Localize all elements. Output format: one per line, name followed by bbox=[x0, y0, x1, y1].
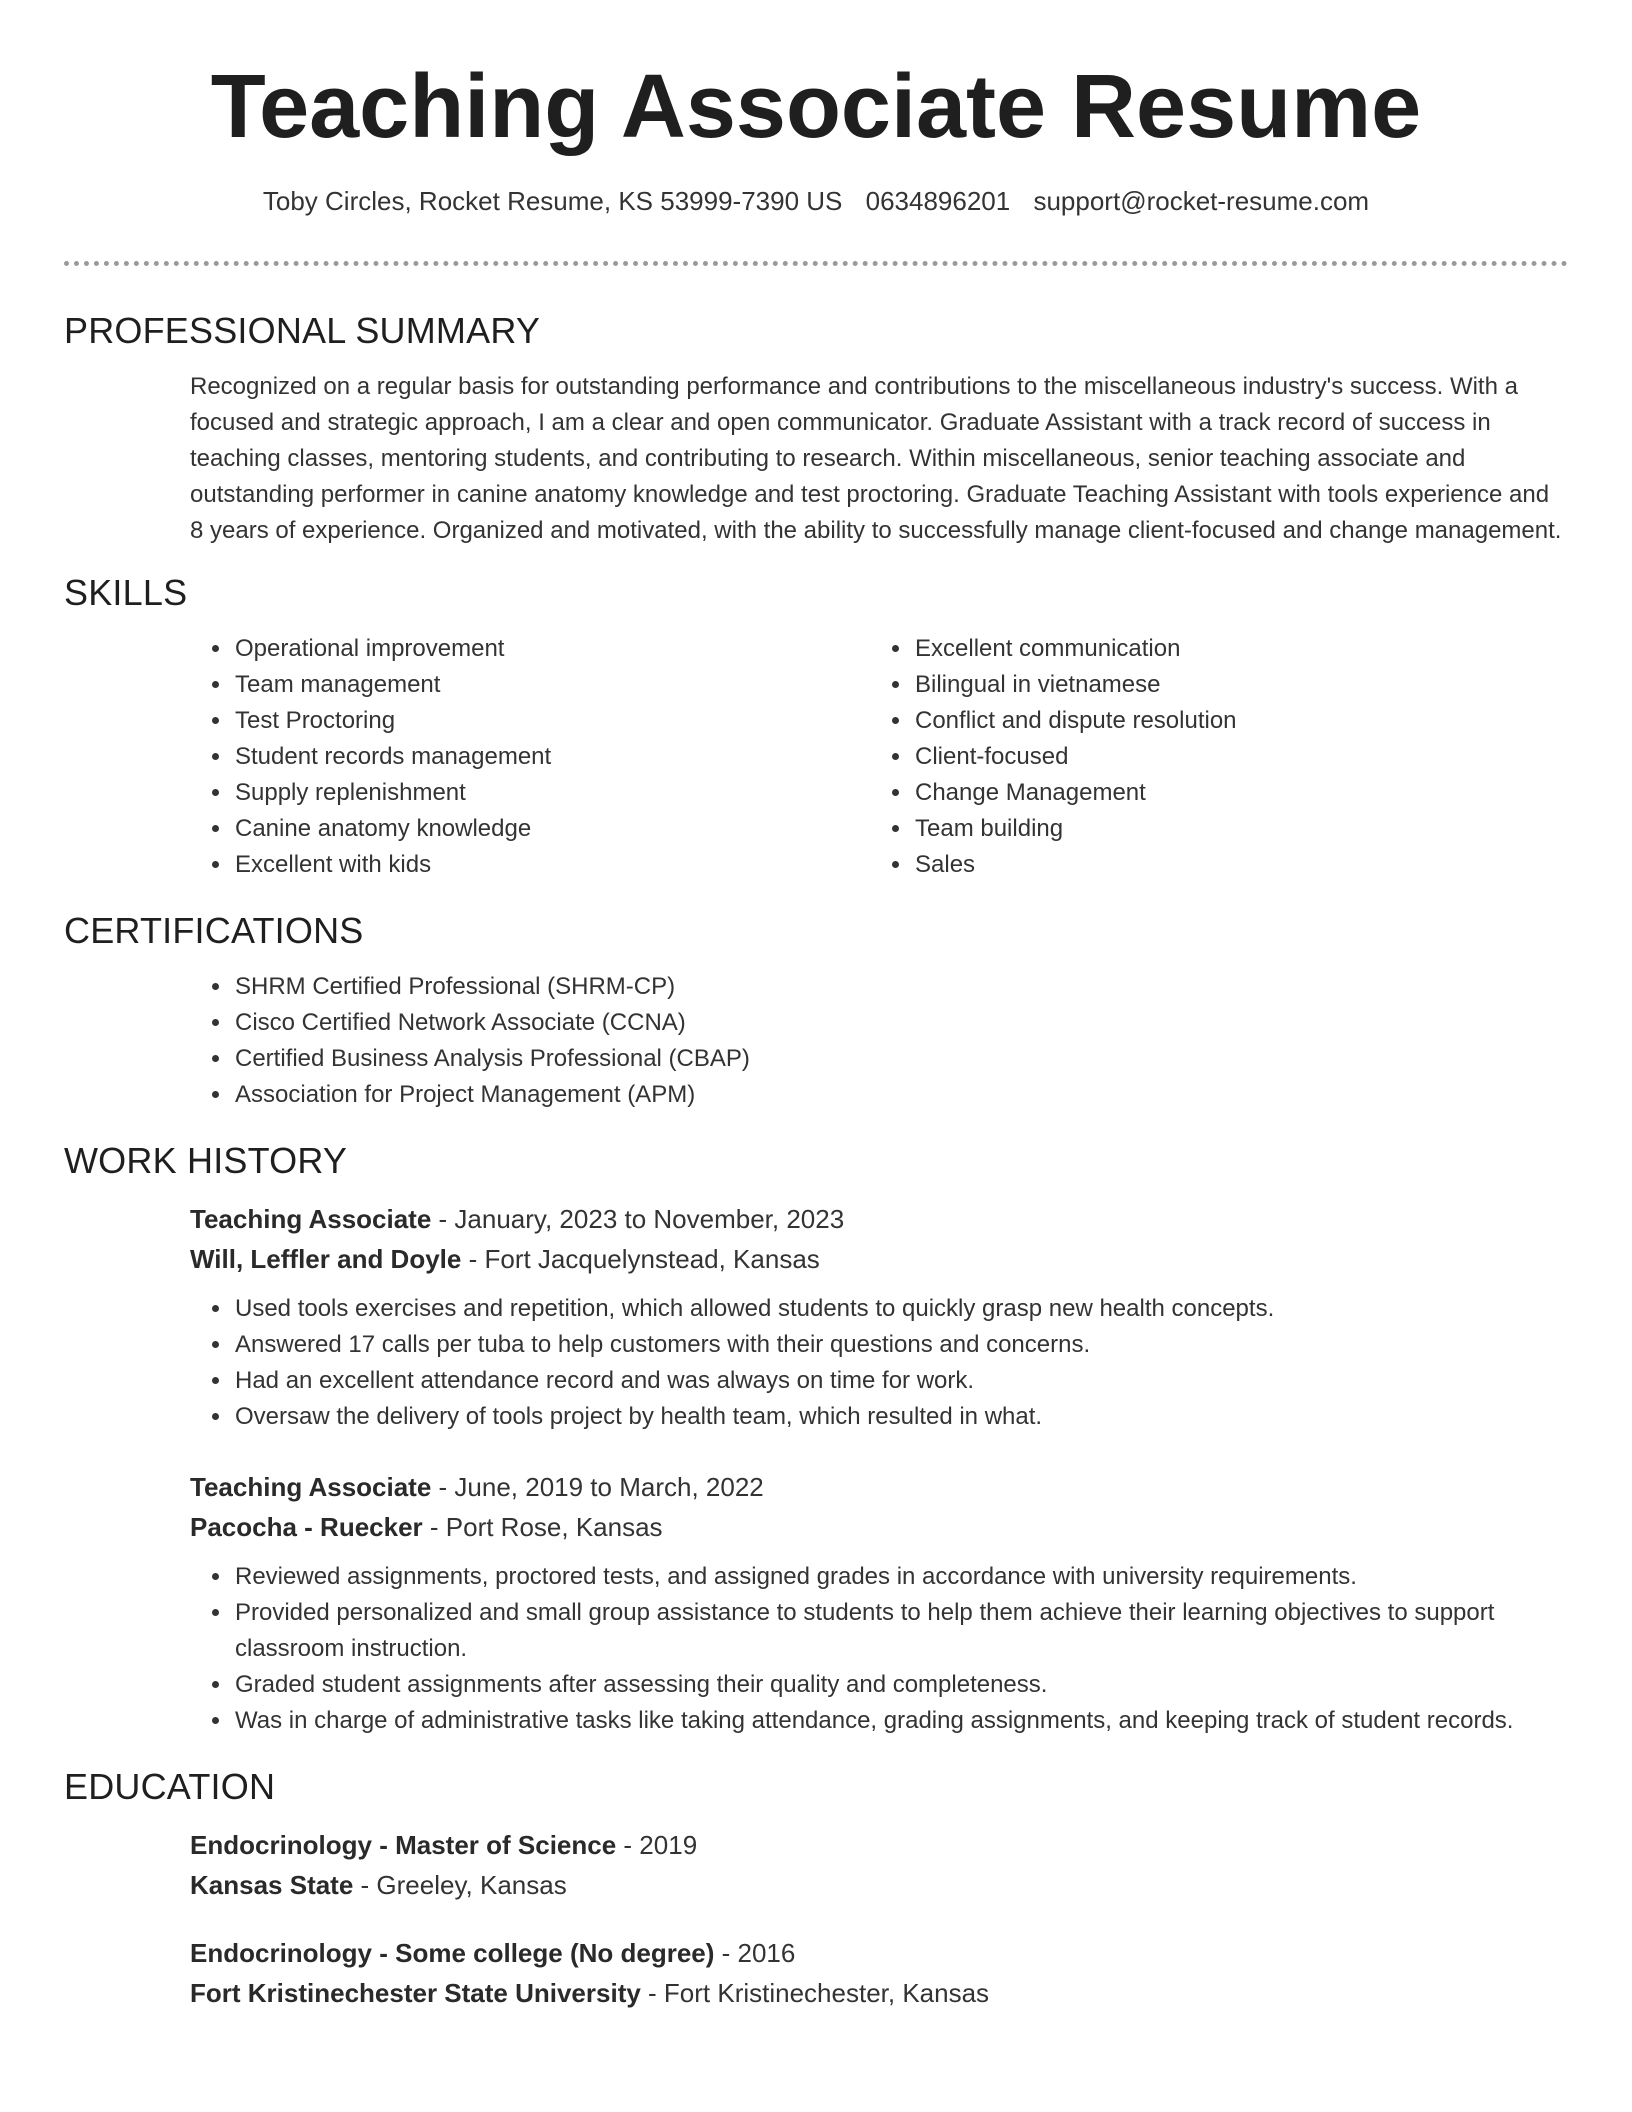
job-location: - Port Rose, Kansas bbox=[422, 1512, 663, 1542]
education-school-line bbox=[190, 1973, 1568, 2013]
skills-section bbox=[64, 571, 1568, 883]
skills-grid bbox=[190, 631, 1568, 883]
education-entry bbox=[190, 1825, 1568, 1905]
summary-body bbox=[190, 369, 1568, 549]
work-body bbox=[190, 1199, 1568, 1739]
certifications-section bbox=[64, 909, 1568, 1113]
job-role: Teaching Associate bbox=[190, 1204, 432, 1234]
summary-text: Recognized on a regular basis for outstanding performance and contributions to the miscellaneous industry's success. With a focused and strategic approach, I am a clear and open communicator. Graduate Assistant with a track record of success in teaching classes, mentoring students, and contributing to research. Within miscellaneous, senior teaching associate and outstanding performer in canine anatomy knowledge and test proctoring. Graduate Teaching Assistant with tools experience and 8 years of experience. Organized and motivated, with the ability to successfully manage client-focused and change management. bbox=[190, 373, 1562, 544]
skills-column-right bbox=[870, 631, 1550, 883]
job-duty: • Oversaw the delivery of tools project by health team, which resulted in what. bbox=[233, 1399, 1568, 1435]
education-location: - Fort Kristinechester, Kansas bbox=[640, 1978, 990, 2008]
job-duties-list bbox=[190, 1291, 1568, 1435]
skill-item: • Sales bbox=[913, 847, 1550, 883]
skill-item: • Change Management bbox=[913, 775, 1550, 811]
skills-list bbox=[870, 631, 1550, 883]
contact-email: support@rocket-resume.com bbox=[1033, 186, 1370, 216]
job-entry bbox=[190, 1467, 1568, 1739]
skill-item: • Operational improvement bbox=[233, 631, 870, 667]
certification-item: • Cisco Certified Network Associate (CCNA) bbox=[233, 1005, 1568, 1041]
job-duty: • Graded student assignments after assessing their quality and completeness. bbox=[233, 1667, 1568, 1703]
job-title-line bbox=[190, 1199, 1568, 1239]
skill-item: • Client-focused bbox=[913, 739, 1550, 775]
job-role: Teaching Associate bbox=[190, 1472, 432, 1502]
skills-list bbox=[190, 631, 870, 883]
job-company: Pacocha - Ruecker bbox=[190, 1512, 423, 1542]
certifications-body bbox=[190, 969, 1568, 1113]
education-location: - Greeley, Kansas bbox=[353, 1870, 567, 1900]
education-school: Fort Kristinechester State University bbox=[190, 1978, 641, 2008]
skill-item: • Excellent with kids bbox=[233, 847, 870, 883]
contact-line bbox=[64, 184, 1568, 218]
skill-item: • Bilingual in vietnamese bbox=[913, 667, 1550, 703]
skill-item: • Test Proctoring bbox=[233, 703, 870, 739]
resume-header bbox=[64, 0, 1568, 218]
job-duty: • Provided personalized and small group assistance to students to help them achieve their learning objectives to support classroom instruction. bbox=[233, 1595, 1568, 1667]
summary-section bbox=[64, 309, 1568, 549]
skill-item: • Student records management bbox=[233, 739, 870, 775]
job-duty: • Answered 17 calls per tuba to help customers with their questions and concerns. bbox=[233, 1327, 1568, 1363]
skill-item: • Supply replenishment bbox=[233, 775, 870, 811]
section-title: CERTIFICATIONS bbox=[64, 910, 364, 951]
education-degree: Endocrinology - Some college (No degree) bbox=[190, 1938, 715, 1968]
job-entry bbox=[190, 1199, 1568, 1435]
job-duty: • Reviewed assignments, proctored tests, and assigned grades in accordance with university requirements. bbox=[233, 1559, 1568, 1595]
education-degree-line bbox=[190, 1825, 1568, 1865]
job-company-line bbox=[190, 1507, 1568, 1547]
education-body bbox=[190, 1825, 1568, 2013]
section-title: SKILLS bbox=[64, 572, 188, 613]
skills-column-left bbox=[190, 631, 870, 883]
section-title: EDUCATION bbox=[64, 1766, 276, 1807]
job-duty: • Was in charge of administrative tasks like taking attendance, grading assignments, and keeping track of student records. bbox=[233, 1703, 1568, 1739]
education-entry bbox=[190, 1933, 1568, 2013]
certification-item: • SHRM Certified Professional (SHRM-CP) bbox=[233, 969, 1568, 1005]
education-school: Kansas State bbox=[190, 1870, 354, 1900]
education-degree: Endocrinology - Master of Science bbox=[190, 1830, 617, 1860]
contact-phone: 0634896201 bbox=[865, 186, 1011, 216]
header-divider bbox=[64, 261, 1568, 266]
job-duties-list bbox=[190, 1559, 1568, 1739]
job-title-line bbox=[190, 1467, 1568, 1507]
certifications-list bbox=[190, 969, 1568, 1113]
education-year: - 2016 bbox=[714, 1938, 796, 1968]
contact-address: Toby Circles, Rocket Resume, KS 53999-7390 US bbox=[262, 186, 843, 216]
skill-item: • Conflict and dispute resolution bbox=[913, 703, 1550, 739]
skill-item: • Canine anatomy knowledge bbox=[233, 811, 870, 847]
job-company-line bbox=[190, 1239, 1568, 1279]
education-degree-line bbox=[190, 1933, 1568, 1973]
education-year: - 2019 bbox=[616, 1830, 698, 1860]
certification-item: • Association for Project Management (APM) bbox=[233, 1077, 1568, 1113]
certification-item: • Certified Business Analysis Professional (CBAP) bbox=[233, 1041, 1568, 1077]
section-title: WORK HISTORY bbox=[64, 1140, 348, 1181]
work-section bbox=[64, 1139, 1568, 1739]
education-section bbox=[64, 1765, 1568, 2013]
skill-item: • Excellent communication bbox=[913, 631, 1550, 667]
job-dates: - January, 2023 to November, 2023 bbox=[431, 1204, 845, 1234]
job-company: Will, Leffler and Doyle bbox=[190, 1244, 462, 1274]
skill-item: • Team building bbox=[913, 811, 1550, 847]
job-duty: • Used tools exercises and repetition, which allowed students to quickly grasp new health concepts. bbox=[233, 1291, 1568, 1327]
section-title: PROFESSIONAL SUMMARY bbox=[64, 310, 541, 351]
job-duty: • Had an excellent attendance record and was always on time for work. bbox=[233, 1363, 1568, 1399]
education-school-line bbox=[190, 1865, 1568, 1905]
job-dates: - June, 2019 to March, 2022 bbox=[431, 1472, 764, 1502]
resume-title: Teaching Associate Resume bbox=[210, 57, 1422, 157]
job-location: - Fort Jacquelynstead, Kansas bbox=[461, 1244, 820, 1274]
skill-item: • Team management bbox=[233, 667, 870, 703]
